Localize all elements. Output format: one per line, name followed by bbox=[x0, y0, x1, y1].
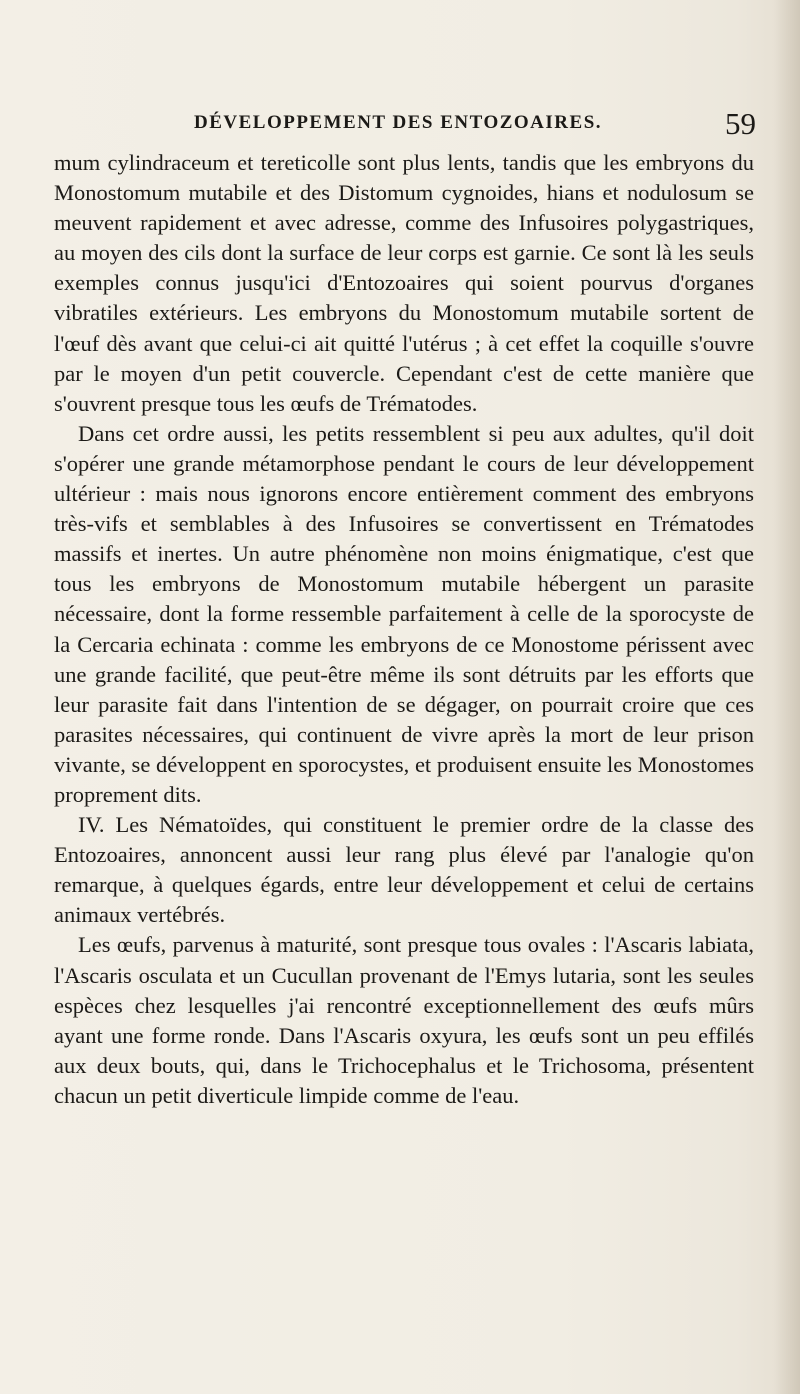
paragraph-1: mum cylindraceum et tereticolle sont plus lents, tandis que les embryons du Monostomum mutabile et des Distomum cygnoides, hians et nodulosum se meuvent rapidement et avec adresse, comme des Infusoires polygastriques, au moyen des cils dont la surface de leur corps est garnie. Ce sont là les seuls exemples connus jusqu'ici d'Entozoaires qui soient pourvus d'organes vibratiles extérieurs. Les embryons du Monostomum mutabile sortent de l'œuf dès avant que celui-ci ait quitté l'utérus ; à cet effet la coquille s'ouvre par le moyen d'un petit couvercle. Cependant c'est de cette manière que s'ouvrent presque tous les œufs de Trématodes. bbox=[54, 150, 754, 416]
paragraph-2: Dans cet ordre aussi, les petits ressemblent si peu aux adultes, qu'il doit s'opérer une grande métamorphose pendant le cours de leur développement ultérieur : mais nous ignorons encore entièrement comment des embryons très-vifs et semblables à des Infusoires se convertissent en Trématodes massifs et inertes. Un autre phénomène non moins énigmatique, c'est que tous les embryons de Monostomum mutabile hébergent un parasite nécessaire, dont la forme ressemble parfaitement à celle de la sporocyste de la Cercaria echinata : comme les embryons de ce Monostome périssent avec une grande facilité, que peut-être même ils sont détruits par les efforts que leur parasite fait dans l'intention de se dégager, on pourrait croire que ces parasites nécessaires, qui continuent de vivre après la mort de leur prison vivante, se développent en sporocystes, et produisent ensuite les Monostomes proprement dits. bbox=[54, 420, 754, 807]
body-text bbox=[54, 148, 754, 1111]
paragraph-3: IV. Les Nématoïdes, qui constituent le premier ordre de la classe des Entozoaires, annoncent aussi leur rang plus élevé par l'analogie qu'on remarque, à quelques égards, entre leur développement et celui de certains animaux vertébrés. bbox=[54, 812, 754, 928]
page-edge-shadow bbox=[774, 0, 800, 1394]
paragraph-4: Les œufs, parvenus à maturité, sont presque tous ovales : l'Ascaris labiata, l'Ascaris osculata et un Cucullan provenant de l'Emys lutaria, sont les seules espèces chez lesquelles j'ai rencontré exceptionnellement des œufs mûrs ayant une forme ronde. Dans l'Ascaris oxyura, les œufs sont un peu effilés aux deux bouts, qui, dans le Trichocephalus et le Trichosoma, présentent chacun un petit diverticule limpide comme de l'eau. bbox=[54, 932, 754, 1108]
running-title: DÉVELOPPEMENT DES ENTOZOAIRES. bbox=[193, 112, 603, 133]
page-number: 59 bbox=[725, 106, 756, 141]
page-header bbox=[40, 106, 756, 150]
